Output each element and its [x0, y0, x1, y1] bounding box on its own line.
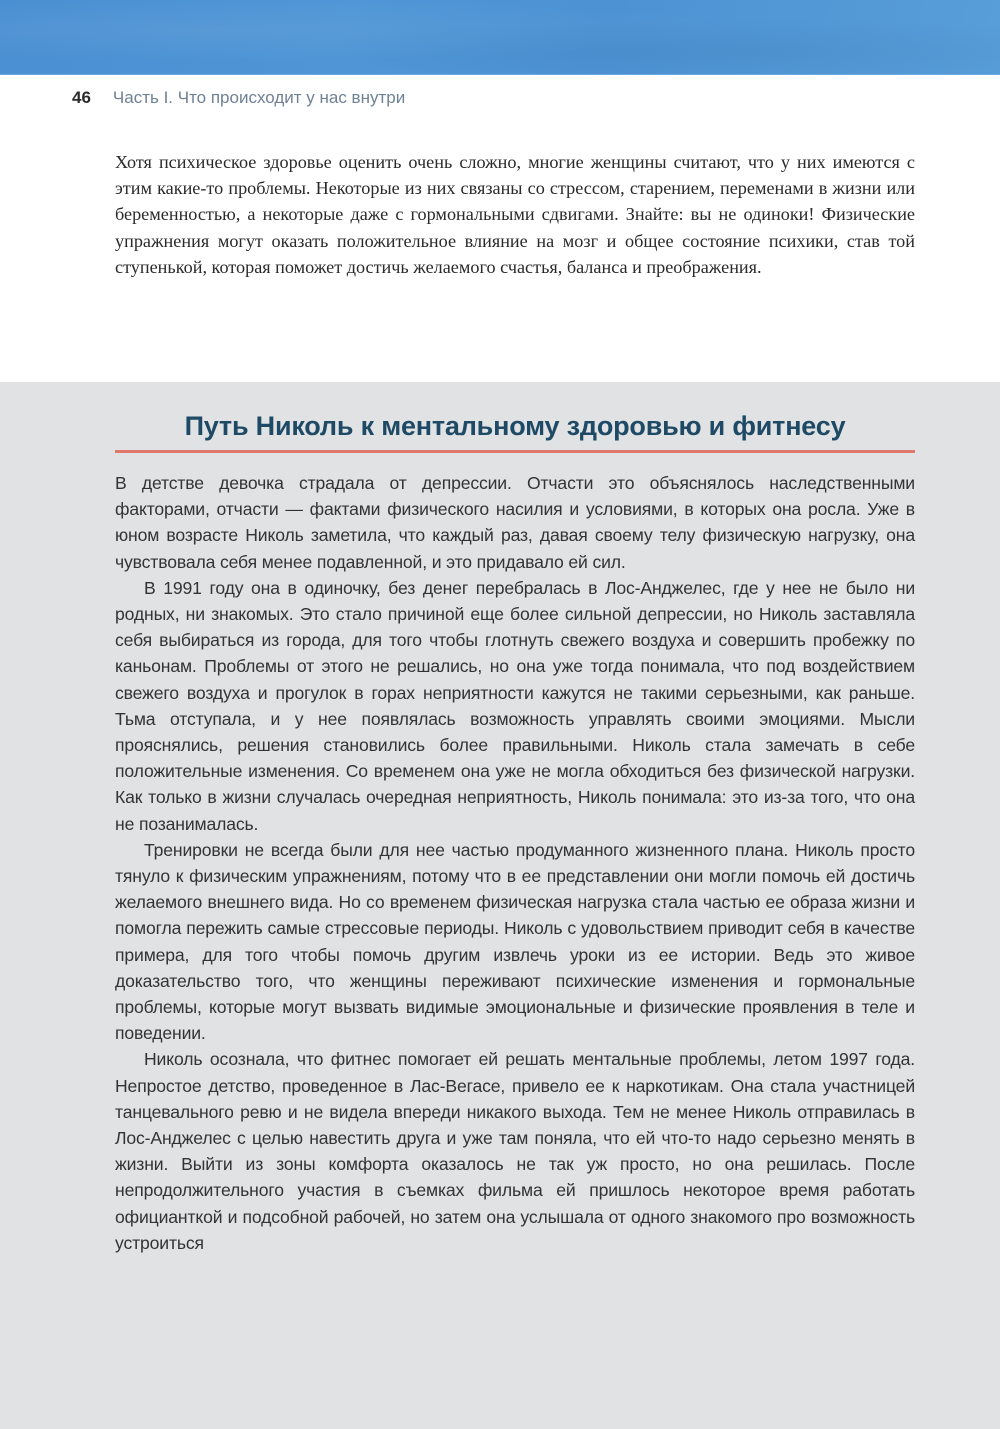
chapter-title: Часть I. Что происходит у нас внутри: [112, 88, 406, 107]
box-body: [115, 470, 915, 1256]
intro-paragraph: Хотя психическое здоровье оценить очень сложно, многие женщины считают, что у них имеются с этим какие-то проблемы. Некоторые из них связаны со стрессом, старением, переменами в жизни или беременностью, а некоторые даже с гормональными сдвигами. Знайте: вы не одиноки! Физические упражнения могут оказать положительное влияние на мозг и общее состояние психики, став той ступенькой, которая поможет достичь желаемого счастья, баланса и преображения.: [115, 152, 915, 277]
page-number: 46: [72, 88, 91, 107]
box-paragraph: В 1991 году она в одиночку, без денег перебралась в Лос-Анджелес, где у нее не было ни родных, ни знакомых. Это стало причиной еще более сильной депрессии, но Николь заставляла себя выбираться из города, для того чтобы глотнуть свежего воздуха и совершить пробежку по каньонам. Проблемы от этого не решались, но она уже тогда понимала, что под воздействием свежего воздуха и прогулок в горах неприятности кажутся не такими серьезными, как раньше. Тьма отступала, и у нее появлялась возможность управлять своими эмоциями. Мысли прояснялись, решения становились более правильными. Николь стала замечать в себе положительные изменения. Со временем она уже не могла обходиться без физической нагрузки. Как только в жизни случалась очередная неприятность, Николь понимала: это из-за того, что она не позанималась.: [115, 577, 915, 834]
box-paragraph: Тренировки не всегда были для нее частью продуманного жизненного плана. Николь просто тянуло к физическим упражнениям, потому что в ее представлении они могли помочь ей достичь желаемого внешнего вида. Но со временем физическая нагрузка стала частью ее образа жизни и помогла пережить самые стрессовые периоды. Николь с удовольствием приводит себя в качестве примера, для того чтобы помочь другим извлечь уроки из ее истории. Ведь это живое доказательство того, что женщины переживают психические изменения и гормональные проблемы, которые могут вызвать видимые эмоциональные и физические проявления в теле и поведении.: [115, 839, 915, 1044]
box-title: Путь Николь к ментальному здоровью и фитнесу: [184, 411, 846, 441]
title-underline: [115, 450, 915, 453]
running-head: [72, 88, 405, 110]
header-banner: [0, 0, 1000, 75]
box-paragraph: В детстве девочка страдала от депрессии. Отчасти это объяснялось наследственными факторами, отчасти — фактами физического насилия и условиями, в которых она росла. Уже в юном возрасте Николь заметила, что каждый раз, давая своему телу физическую нагрузку, она чувствовала себя менее подавленной, и это придавало ей сил.: [115, 473, 915, 572]
box-paragraph: Николь осознала, что фитнес помогает ей решать ментальные проблемы, летом 1997 года. Непростое детство, проведенное в Лас-Вегасе, привело ее к наркотикам. Она стала участницей танцевального ревю и не видела впереди никакого выхода. Тем не менее Николь отправилась в Лос-Анджелес с целью навестить друга и уже там поняла, что ей что-то надо серьезно менять в жизни. Выйти из зоны комфорта оказалось не так уж просто, но она решилась. После непродолжительного участия в съемках фильма ей пришлось некоторое время работать официанткой и подсобной рабочей, но затем она услышала от одного знакомого про возможность устроиться: [115, 1049, 915, 1253]
